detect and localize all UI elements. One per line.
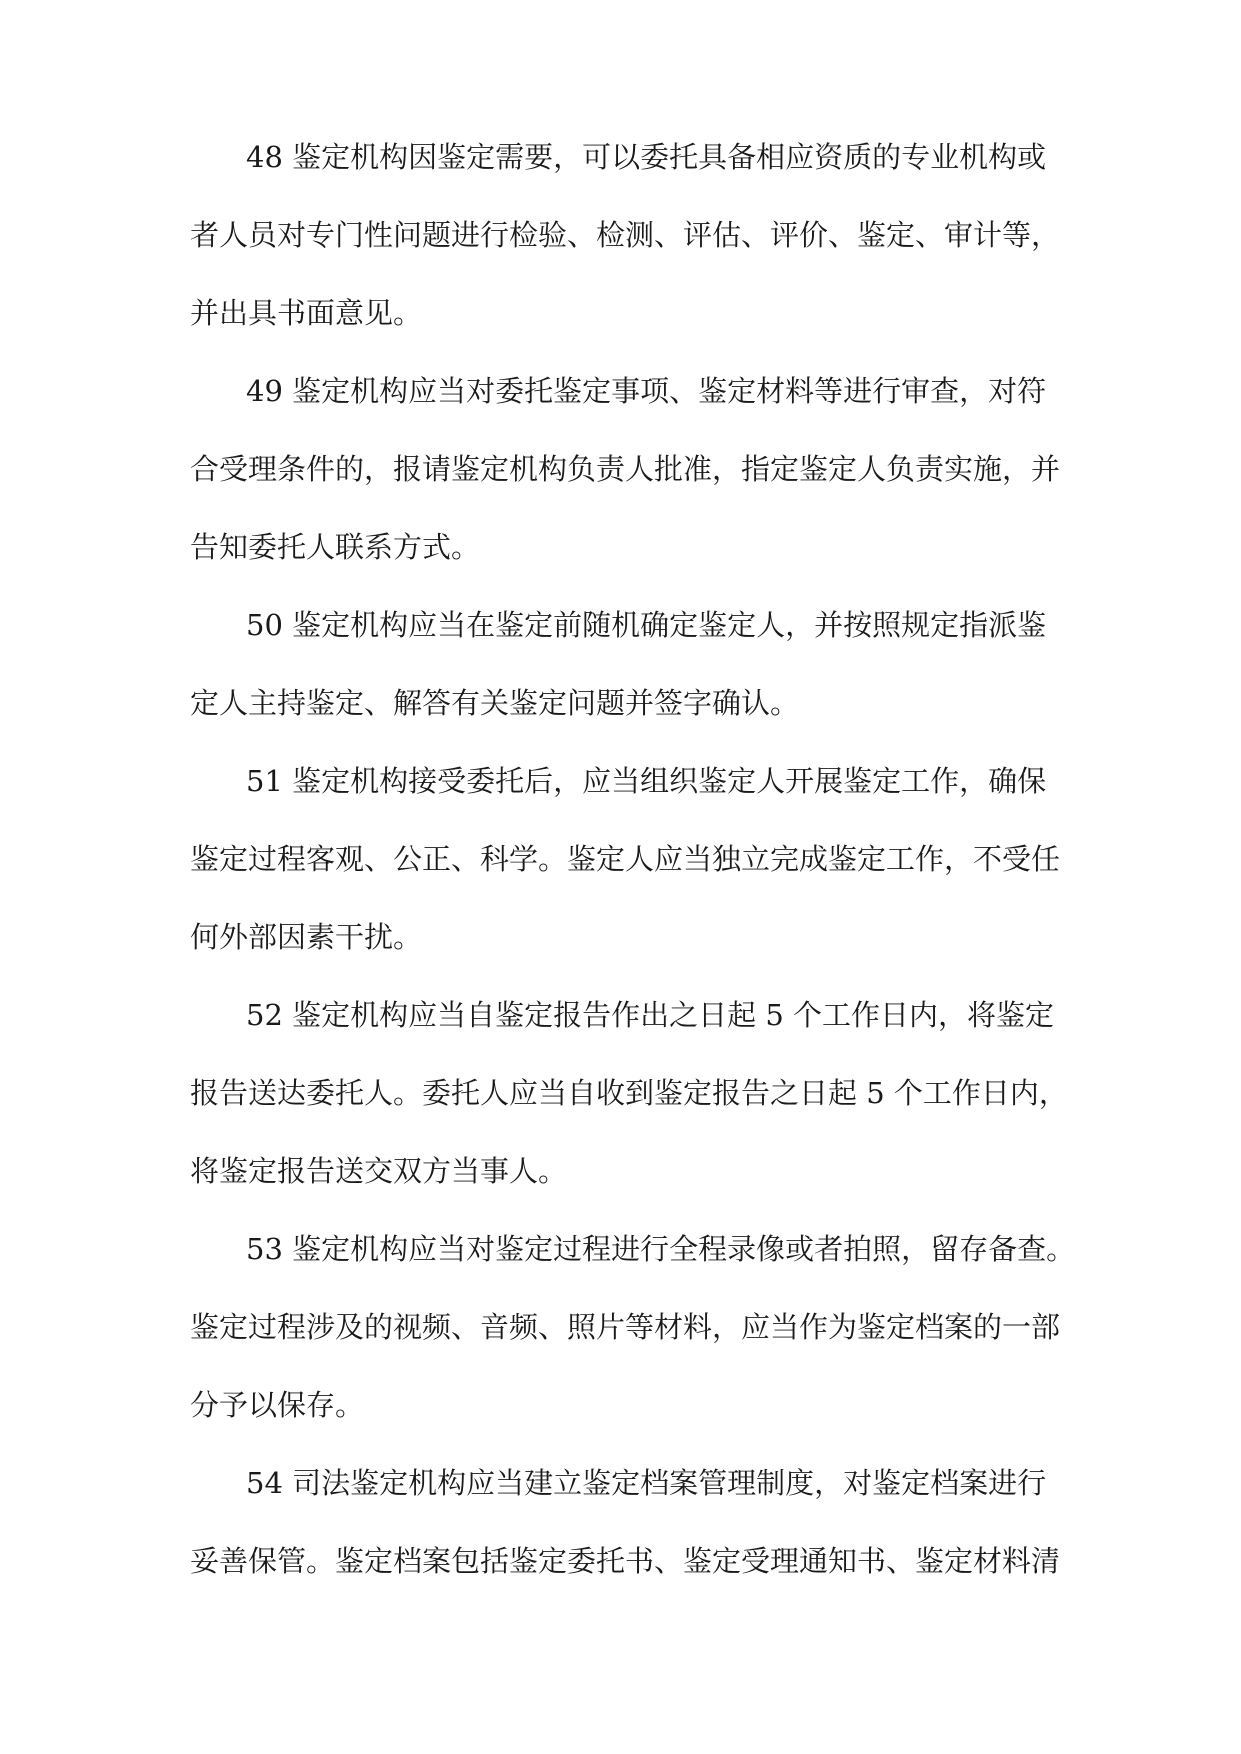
- paragraph-line: 并出具书面意见。: [190, 296, 423, 330]
- paragraph-line: 48 鉴定机构因鉴定需要，可以委托具备相应资质的专业机构或: [246, 140, 1047, 174]
- paragraph-line: 49 鉴定机构应当对委托鉴定事项、鉴定材料等进行审查，对符: [246, 374, 1047, 408]
- paragraph-line: 51 鉴定机构接受委托后，应当组织鉴定人开展鉴定工作，确保: [246, 764, 1047, 798]
- paragraph-line: 分予以保存。: [190, 1388, 365, 1422]
- paragraph-line: 鉴定过程涉及的视频、音频、照片等材料，应当作为鉴定档案的一部: [190, 1310, 1061, 1344]
- paragraph-49: [190, 374, 1070, 565]
- paragraph-line: 鉴定过程客观、公正、科学。鉴定人应当独立完成鉴定工作，不受任: [190, 842, 1061, 876]
- document-body: [190, 140, 1076, 1622]
- paragraph-53: [190, 1232, 1076, 1423]
- paragraph-line: 何外部因素干扰。: [190, 920, 423, 954]
- paragraph-line: 告知委托人联系方式。: [190, 530, 481, 564]
- paragraph-50: [190, 608, 1070, 721]
- paragraph-line: 52 鉴定机构应当自鉴定报告作出之日起 5 个工作日内，将鉴定: [246, 998, 1055, 1032]
- paragraph-line: 54 司法鉴定机构应当建立鉴定档案管理制度，对鉴定档案进行: [246, 1466, 1047, 1500]
- paragraph-line: 50 鉴定机构应当在鉴定前随机确定鉴定人，并按照规定指派鉴: [246, 608, 1047, 642]
- paragraph-line: 将鉴定报告送交双方当事人。: [190, 1154, 568, 1188]
- paragraph-52: [190, 998, 1070, 1189]
- paragraph-line: 者人员对专门性问题进行检验、检测、评估、评价、鉴定、审计等，: [190, 218, 1061, 252]
- paragraph-line: 妥善保管。鉴定档案包括鉴定委托书、鉴定受理通知书、鉴定材料清: [190, 1544, 1061, 1578]
- paragraph-51: [190, 764, 1070, 955]
- paragraph-line: 报告送达委托人。委托人应当自收到鉴定报告之日起 5 个工作日内，: [190, 1076, 1068, 1110]
- paragraph-line: 合受理条件的，报请鉴定机构负责人批准，指定鉴定人负责实施，并: [190, 452, 1061, 486]
- paragraph-54: [190, 1466, 1070, 1579]
- paragraph-48: [190, 140, 1070, 331]
- paragraph-line: 53 鉴定机构应当对鉴定过程进行全程录像或者拍照，留存备查。: [246, 1232, 1076, 1266]
- paragraph-line: 定人主持鉴定、解答有关鉴定问题并签字确认。: [190, 686, 800, 720]
